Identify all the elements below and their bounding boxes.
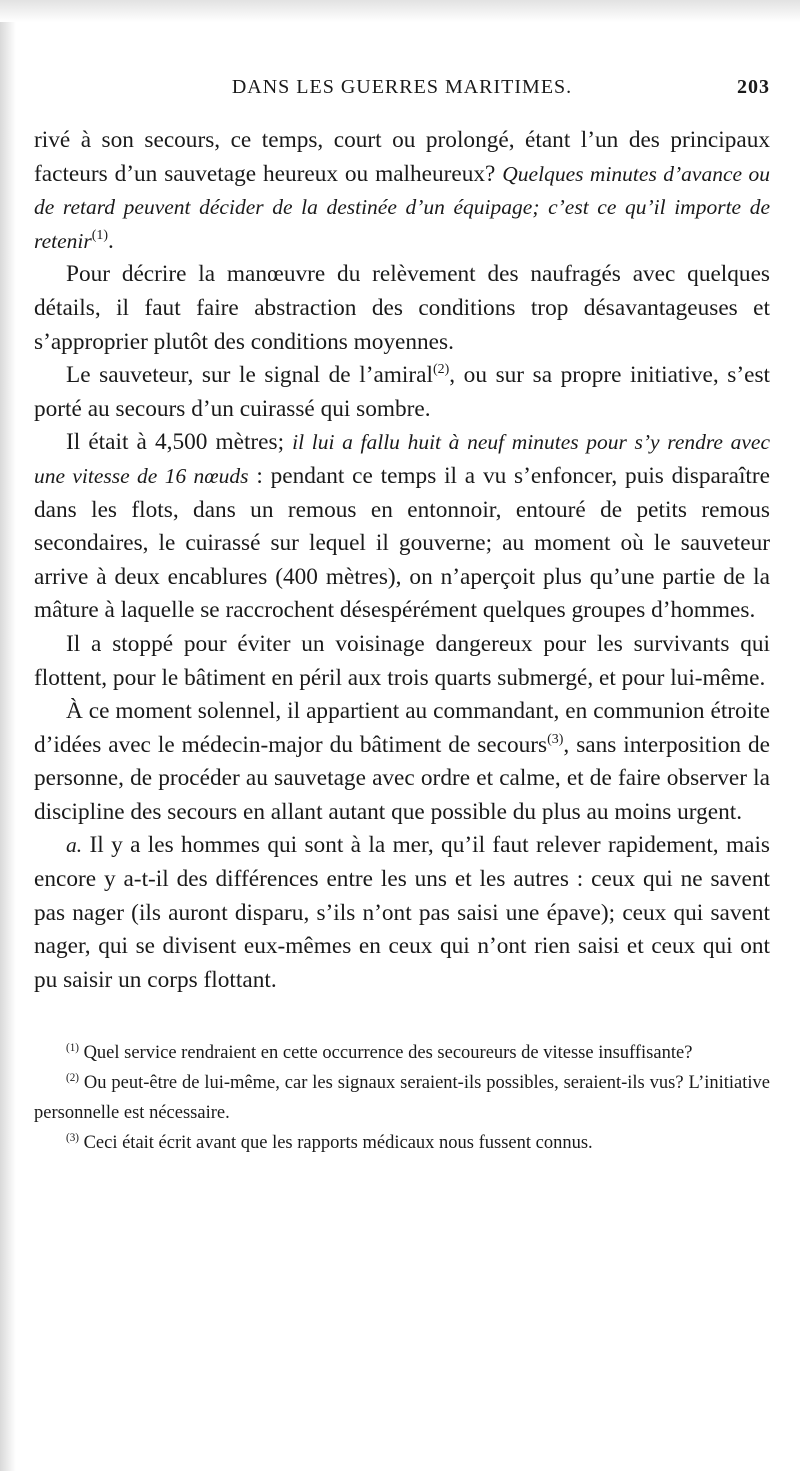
scan-shadow-left [0, 0, 16, 1471]
running-title: DANS LES GUERRES MARITIMES. [231, 76, 573, 98]
italic-text: a. [66, 833, 83, 858]
paragraph [34, 124, 770, 258]
paragraph [34, 628, 770, 695]
text-run: À ce moment solennel, il appartient au commandant, en communion étroite d’idées avec le médecin-major du bâtiment de secours [34, 698, 770, 758]
paragraph [34, 695, 770, 829]
footnote [34, 1039, 770, 1069]
footnote-marker: (2) [432, 362, 450, 378]
paragraph [34, 829, 770, 997]
text-run: . [108, 227, 114, 254]
footnote-marker: (1) [66, 1042, 79, 1055]
text-run: Ou peut-être de lui-même, car les signaux seraient-ils possibles, seraient-ils vus? L’initiative personnelle est nécessaire. [34, 1073, 770, 1124]
footnotes [34, 1039, 770, 1158]
footnote-marker: (3) [66, 1131, 79, 1144]
text-run: Il a stoppé pour éviter un voisinage dangereux pour les survivants qui flottent, pour le bâtiment en péril aux trois quarts submergé, et pour lui-même. [34, 630, 770, 691]
text-run: : pendant ce temps il a vu s’enfoncer, puis disparaître dans les flots, dans un remous en entonnoir, entouré de petits remous secondaires, le cuirassé sur lequel il gouverne; au moment où le sauveteur arrive à deux encablures (400 mètres), on n’aperçoit plus qu’une partie de la mâture à laquelle se raccrochent désespérément quelques groupes d’hommes. [34, 462, 770, 624]
paragraph [34, 426, 770, 628]
text-run: , sans interposition de personne, de procéder au sauvetage avec ordre et calme, et de faire observer la discipline des secours en allant autant que possible du plus au moins urgent. [34, 731, 770, 825]
scan-shadow-top [0, 0, 800, 22]
footnote-marker: (1) [91, 228, 109, 244]
text-run: Quel service rendraient en cette occurrence des secoureurs de vitesse insuffisante? [78, 1043, 693, 1064]
text-run: , ou sur sa propre initiative, s’est porté au secours d’un cuirassé qui sombre. [34, 362, 770, 422]
footnote-marker: (2) [66, 1072, 79, 1085]
text-run: Le sauveteur, sur le signal de l’amiral [66, 362, 433, 389]
book-page [34, 76, 770, 1159]
footnote [34, 1129, 770, 1159]
italic-text: il lui a fallu huit à neuf minutes pour s’y rendre avec une vitesse de 16 nœuds [34, 430, 770, 488]
footnote [34, 1069, 770, 1129]
page-number: 203 [737, 76, 770, 98]
footnote-marker: (3) [547, 731, 564, 747]
italic-text: Quelques minutes d’avance ou de retard peuvent décider de la destinée d’un équipage; c’est ce qu’il importe de retenir [34, 161, 770, 253]
text-run: Pour décrire la manœuvre du relèvement des naufragés avec quelques détails, il faut faire abstraction des conditions trop désavantageuses et s’approprier plutôt des conditions moyennes. [34, 261, 770, 355]
text-run: Il était à 4,500 mètres; [66, 429, 293, 456]
text-run: Ceci était écrit avant que les rapports médicaux nous fussent connus. [78, 1132, 593, 1153]
body-text [34, 124, 770, 997]
paragraph [34, 359, 770, 426]
text-run: Il y a les hommes qui sont à la mer, qu’il faut relever rapidement, mais encore y a-t-il des différences entre les uns et les autres : ceux qui ne savent pas nager (ils auront disparu, s’ils n’ont pas saisi une épave); ceux qui savent nager, qui se divisent eux-mêmes en ceux qui n’ont rien saisi et ceux qui ont pu saisir un corps flottant. [34, 832, 770, 993]
text-run: rivé à son secours, ce temps, court ou prolongé, étant l’un des principaux facteurs d’un sauvetage heureux ou malheureux? [34, 127, 770, 187]
running-head [34, 76, 770, 112]
paragraph [34, 258, 770, 359]
